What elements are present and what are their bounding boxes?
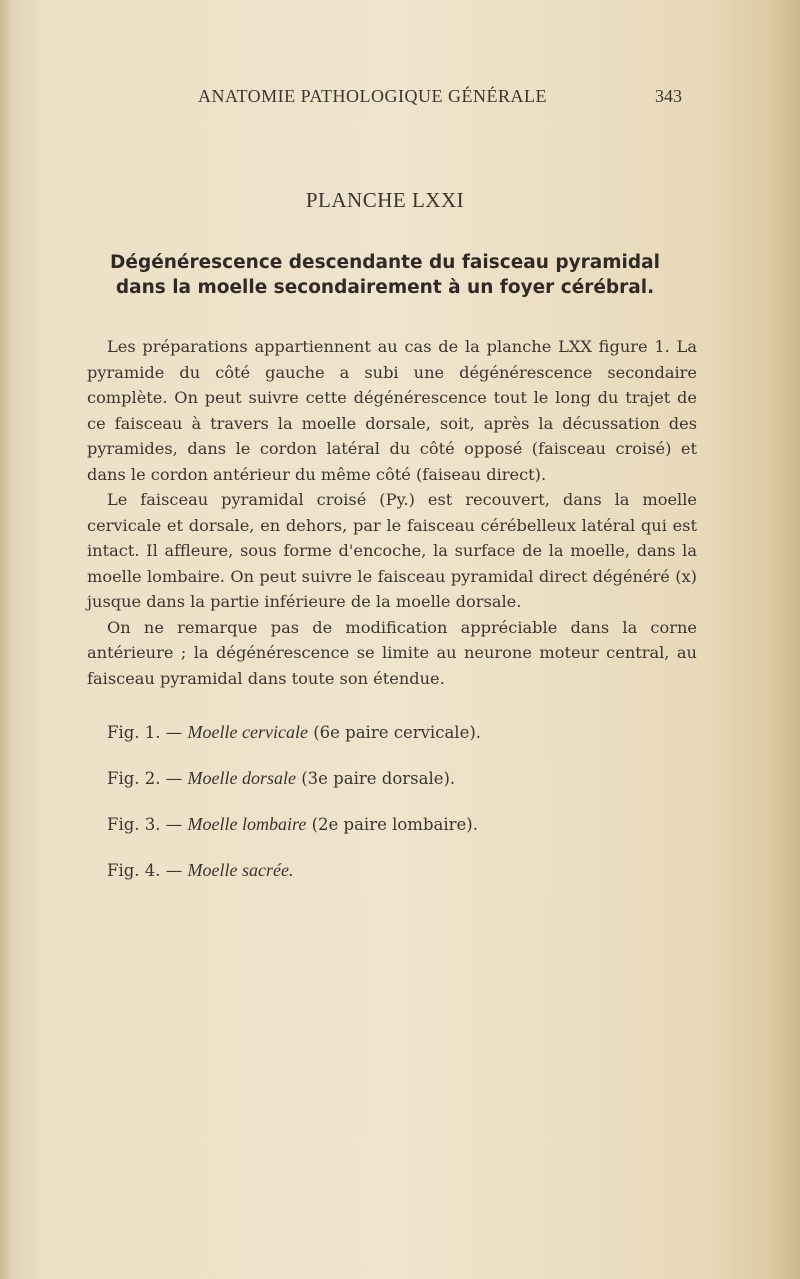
figure-caption [107, 768, 481, 814]
page-edge-shadow [770, 0, 800, 1279]
plate-title-line-1: Dégénérescence descendante du faisceau pyramidal [110, 252, 660, 273]
figure-caption [107, 814, 481, 860]
paragraph-1: Les préparations appartiennent au cas de la planche LXX figure 1. La pyramide du côté gauche a subi une dégénérescence secondaire complète. On peut suivre cette dégénérescence tout le long du trajet de ce faisceau à travers la moelle dorsale, soit, après la décussation des pyramides, dans le cordon latéral du côté opposé (faisceau croisé) et dans le cordon antérieur du même côté (faiseau direct). [87, 337, 697, 484]
plate-title-line-2: dans la moelle secondairement à un foyer cérébral. [115, 277, 655, 298]
figure-detail: (2e paire lombaire). [311, 815, 478, 834]
figure-name: Moelle lombaire [187, 814, 307, 834]
figure-detail: (3e paire dorsale). [301, 769, 456, 788]
page-number: 343 [655, 86, 682, 106]
figure-label: Fig. 1. — [107, 723, 183, 742]
figure-name: Moelle dorsale [187, 768, 296, 788]
plate-heading: PLANCHE LXXI [305, 188, 465, 212]
figure-label: Fig. 2. — [107, 769, 183, 788]
figure-name: Moelle cervicale [187, 722, 308, 742]
figure-detail: (6e paire cervicale). [313, 723, 482, 742]
body-text [87, 334, 697, 691]
figure-label: Fig. 3. — [107, 815, 183, 834]
paragraph-3: On ne remarque pas de modification appréciable dans la corne antérieure ; la dégénérescence se limite au neurone moteur central, au faisceau pyramidal dans toute son étendue. [87, 617, 697, 688]
paragraph-2: Le faisceau pyramidal croisé (Py.) est recouvert, dans la moelle cervicale et dorsale, en dehors, par le faisceau cérébelleux latéral qui est intact. Il affleure, sous forme d'encoche, la surface de la moelle, dans la moelle lombaire. On peut suivre le faisceau pyramidal direct dégénéré (x) jusque dans la partie inférieure de la moelle dorsale. [87, 490, 697, 611]
plate-title [0, 250, 770, 300]
figure-name: Moelle sacrée. [187, 860, 294, 880]
figure-list [107, 722, 481, 906]
running-head: ANATOMIE PATHOLOGIQUE GÉNÉRALE [198, 86, 547, 106]
figure-caption [107, 860, 481, 906]
figure-caption [107, 722, 481, 768]
figure-label: Fig. 4. — [107, 861, 183, 880]
